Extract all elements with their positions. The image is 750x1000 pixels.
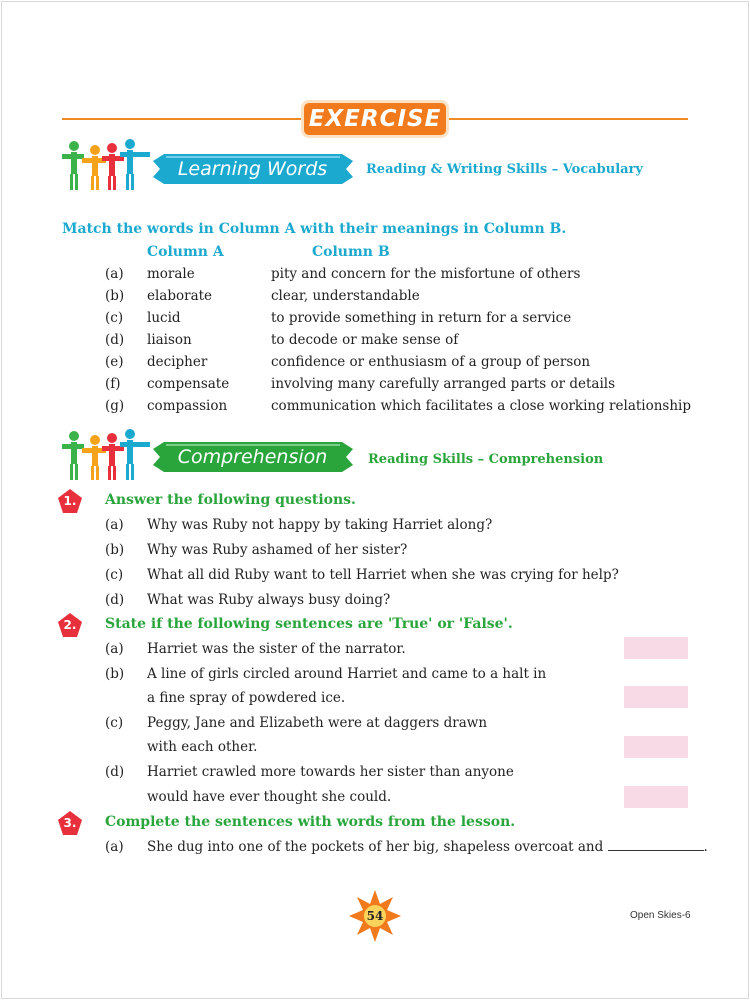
item-label: (a) [105, 641, 124, 657]
item-label: (b) [105, 542, 125, 558]
match-word: compensate [147, 376, 230, 392]
item-text: What all did Ruby want to tell Harriet when she was crying for help? [147, 567, 619, 583]
column-a-header: Column A [147, 244, 224, 260]
learning-words-skill: Reading & Writing Skills – Vocabulary [366, 162, 643, 177]
match-meaning: involving many carefully arranged parts or details [271, 376, 616, 392]
item-label: (d) [105, 764, 125, 780]
match-label: (b) [105, 288, 125, 304]
match-word: decipher [147, 354, 208, 370]
fill-blank[interactable] [608, 840, 704, 851]
comprehension-ribbon [150, 440, 355, 474]
item-label: (c) [105, 715, 124, 731]
item-text: Why was Ruby not happy by taking Harriet along? [147, 517, 493, 533]
match-label: (g) [105, 398, 125, 414]
match-word: elaborate [147, 288, 213, 304]
answer-box[interactable] [624, 686, 688, 708]
match-meaning: pity and concern for the misfortune of others [271, 266, 581, 282]
item-end: . [703, 839, 708, 855]
question-number: 3. [63, 816, 77, 830]
item-text: She dug into one of the pockets of her big, shapeless overcoat and [147, 839, 604, 855]
question-heading: State if the following sentences are 'True' or 'False'. [105, 616, 513, 632]
item-text: A line of girls circled around Harriet and came to a halt in [147, 666, 547, 682]
match-instruction: Match the words in Column A with their meanings in Column B. [62, 221, 567, 237]
item-label: (a) [105, 517, 124, 533]
comprehension-title: Comprehension [177, 446, 328, 468]
question-heading: Complete the sentences with words from the lesson. [105, 814, 516, 830]
match-meaning: confidence or enthusiasm of a group of person [271, 354, 591, 370]
question-number-wrap [57, 810, 83, 836]
question-number: 2. [63, 618, 77, 632]
question-number: 1. [63, 494, 77, 508]
match-meaning: clear, understandable [271, 288, 420, 304]
question-number-wrap [57, 488, 83, 514]
item-text: Harriet crawled more towards her sister than anyone [147, 764, 514, 780]
children-group-icon [62, 138, 152, 194]
column-b-header: Column B [312, 244, 390, 260]
item-text: would have ever thought she could. [147, 789, 392, 805]
match-label: (f) [105, 376, 121, 392]
item-text: Harriet was the sister of the narrator. [147, 641, 406, 657]
item-label: (c) [105, 567, 124, 583]
item-text: Peggy, Jane and Elizabeth were at daggers drawn [147, 715, 488, 731]
learning-words-ribbon [150, 152, 355, 186]
item-label: (d) [105, 592, 125, 608]
match-label: (e) [105, 354, 124, 370]
item-text: a fine spray of powdered ice. [147, 690, 346, 706]
children-group-icon [62, 428, 152, 484]
question-heading: Answer the following questions. [105, 492, 356, 508]
match-meaning: to decode or make sense of [271, 332, 459, 348]
item-label: (b) [105, 666, 125, 682]
match-word: liaison [147, 332, 192, 348]
page-number: 54 [366, 909, 384, 923]
item-text: Why was Ruby ashamed of her sister? [147, 542, 408, 558]
item-text: What was Ruby always busy doing? [147, 592, 391, 608]
match-meaning: communication which facilitates a close working relationship [271, 398, 692, 414]
answer-box[interactable] [624, 736, 688, 758]
page-number-wrap [348, 889, 402, 943]
answer-box[interactable] [624, 786, 688, 808]
item-label: (a) [105, 839, 124, 855]
answer-box[interactable] [624, 637, 688, 659]
match-label: (a) [105, 266, 124, 282]
match-meaning: to provide something in return for a service [271, 310, 572, 326]
comprehension-skill: Reading Skills – Comprehension [368, 452, 604, 467]
match-label: (c) [105, 310, 124, 326]
match-word: morale [147, 266, 195, 282]
book-title: Open Skies-6 [630, 910, 691, 921]
question-number-wrap [57, 612, 83, 638]
match-word: compassion [147, 398, 228, 414]
fill-line [147, 839, 708, 855]
item-text: with each other. [147, 739, 258, 755]
match-word: lucid [147, 310, 181, 326]
learning-words-title: Learning Words [177, 158, 328, 180]
match-label: (d) [105, 332, 125, 348]
exercise-title: EXERCISE [304, 103, 446, 135]
